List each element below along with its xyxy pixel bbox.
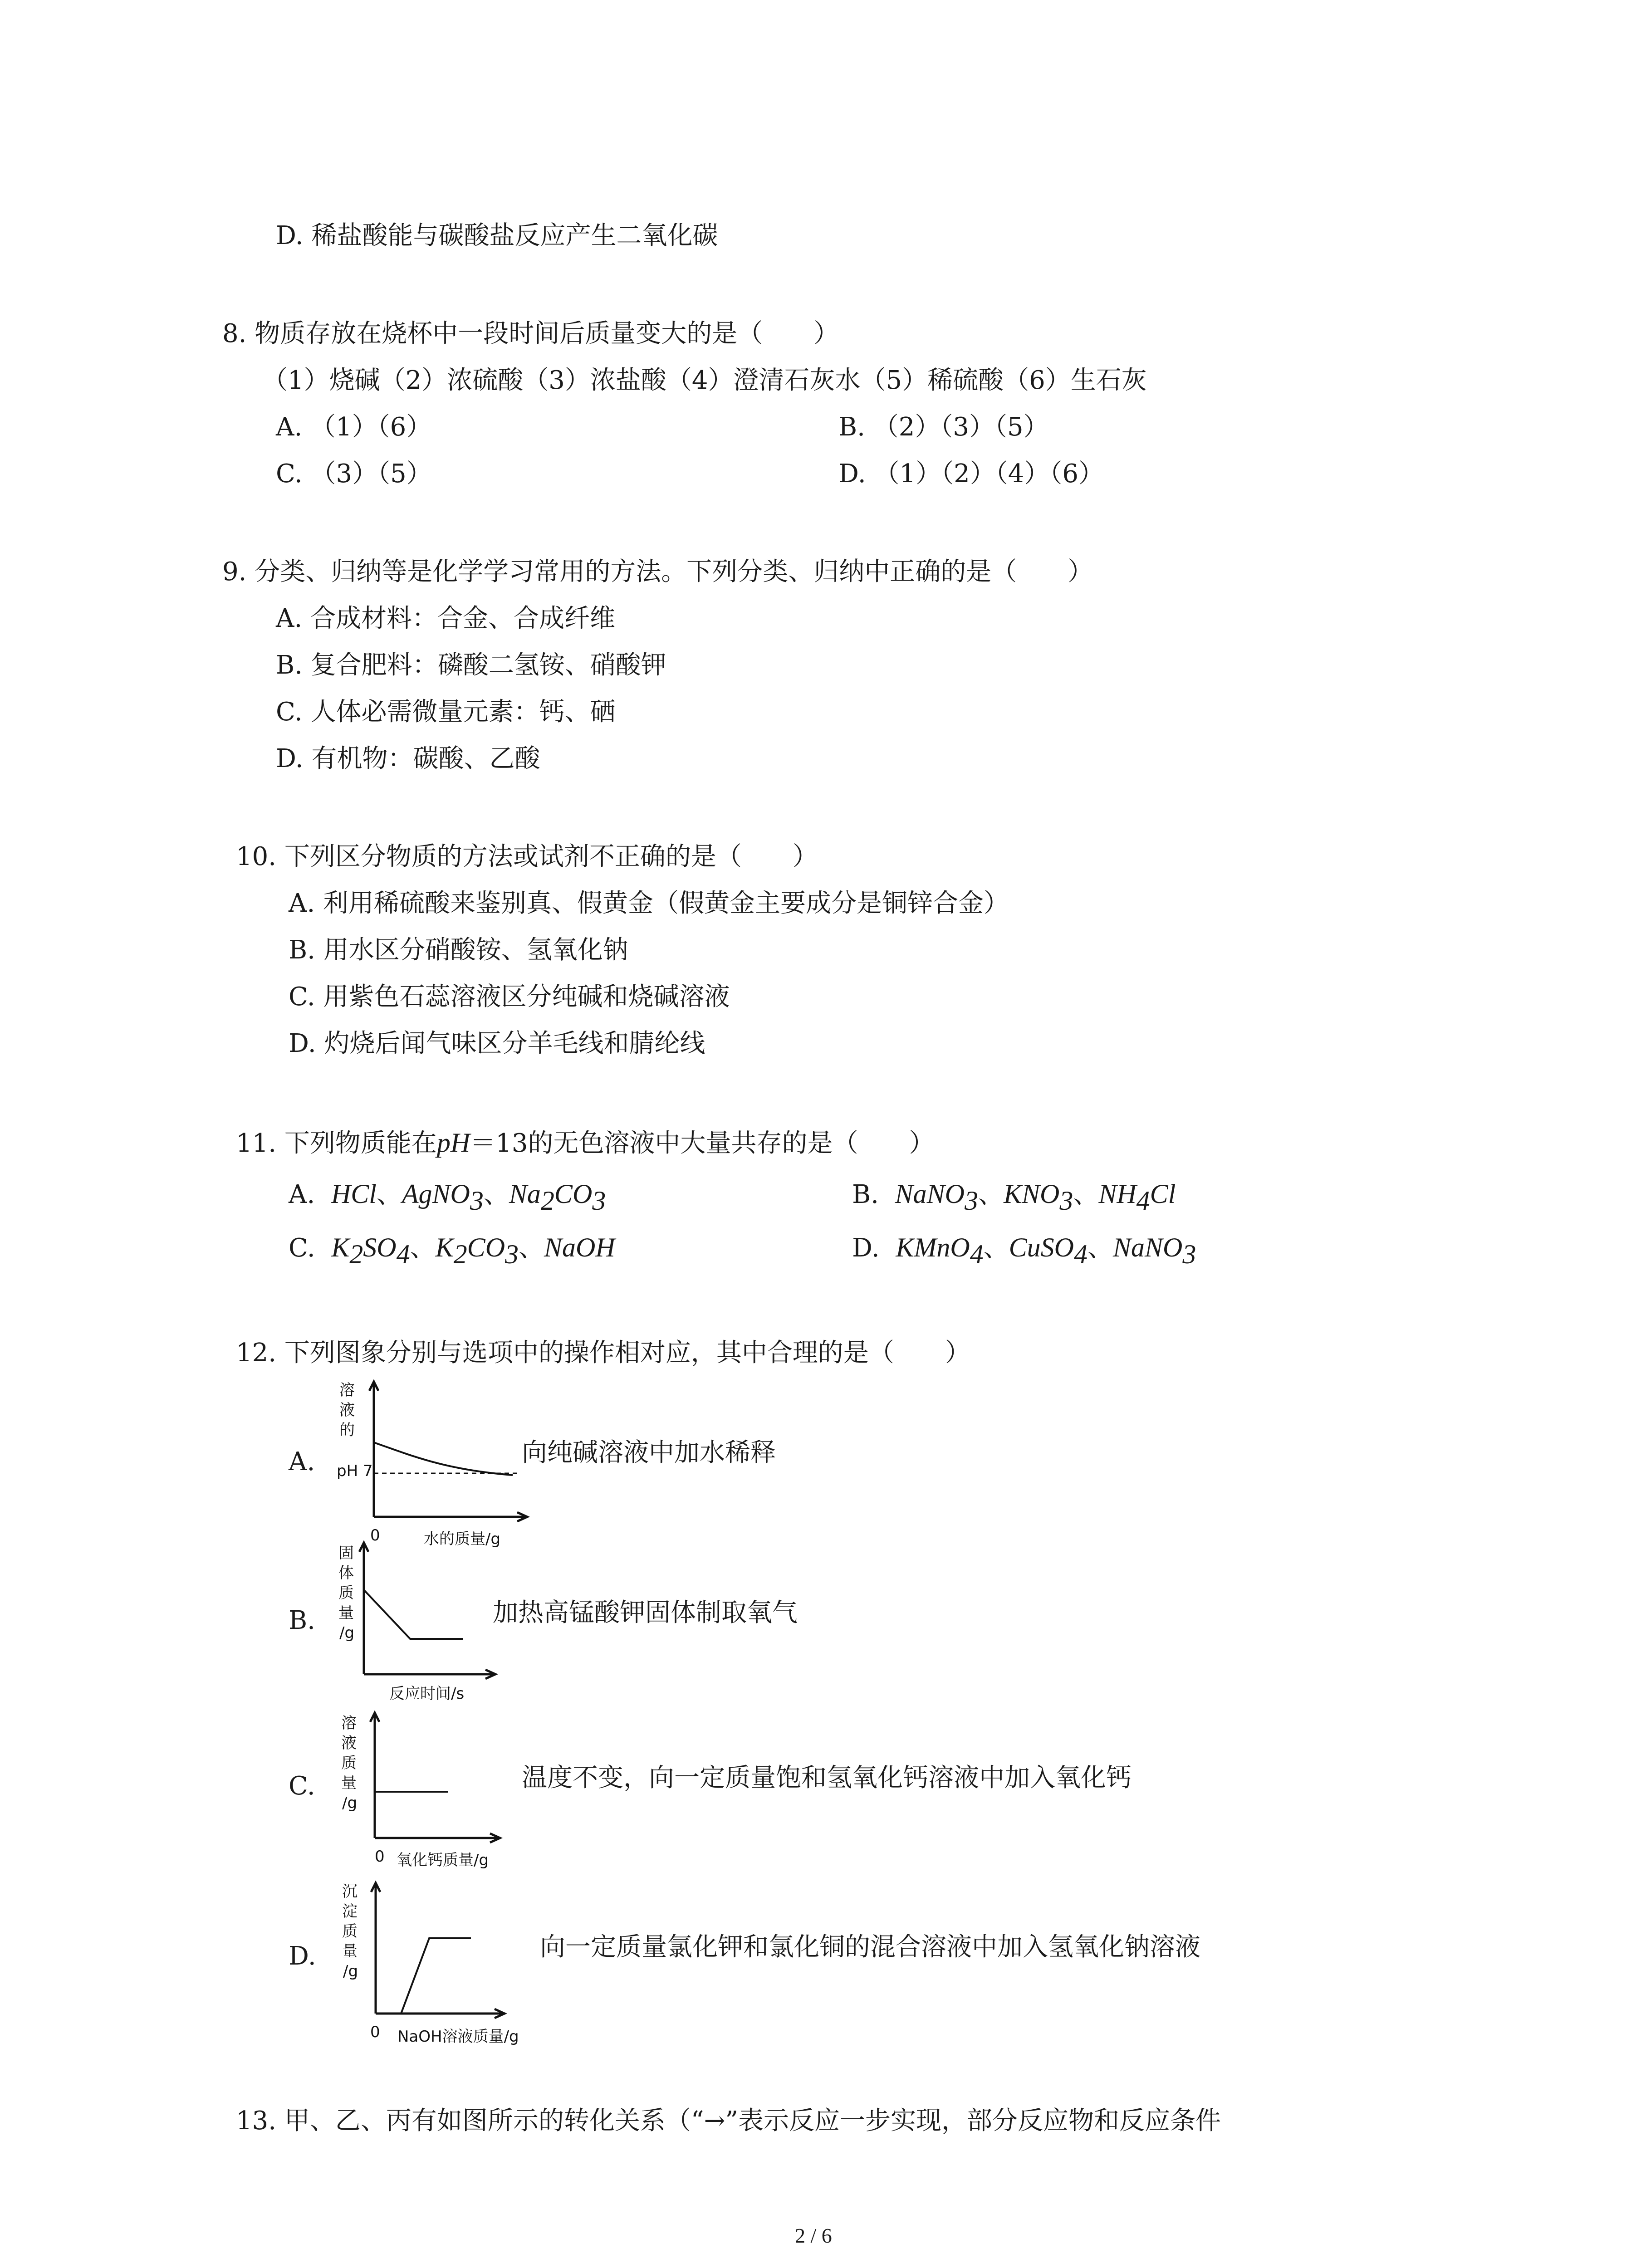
graph-d-xlabel: NaOH溶液质量/g: [397, 2028, 519, 2046]
graph-b-ylabel-1: 固: [338, 1544, 354, 1562]
q7-option-d: D. 稀盐酸能与碳酸盐反应产生二氧化碳: [276, 221, 718, 250]
graph-d-ylabel-1: 沉: [342, 1882, 358, 1901]
graph-c-origin: 0: [375, 1848, 385, 1866]
graph-a-ylabel-3: 的: [339, 1421, 355, 1439]
graph-c-xlabel: 氧化钙质量/g: [397, 1851, 489, 1869]
graph-d-ylabel-2: 淀: [342, 1902, 358, 1921]
graph-c-ylabel-2: 液: [341, 1734, 357, 1752]
q12-graph-b-desc: 加热高锰酸钾固体制取氧气: [493, 1598, 798, 1628]
graph-b-ylabel-5: /g: [339, 1624, 355, 1642]
graph-b-ylabel-4: 量: [338, 1604, 354, 1622]
q9-option-a: A. 合成材料：合金、合成纤维: [276, 604, 616, 633]
graph-d-ylabel-3: 质: [342, 1922, 358, 1941]
graph-c-ylabel-4: 量: [341, 1774, 357, 1792]
q8-items: （1）烧碱（2）浓硫酸（3）浓盐酸（4）澄清石灰水（5）稀硫酸（6）生石灰: [262, 366, 1147, 395]
q12-stem: 12. 下列图象分别与选项中的操作相对应，其中合理的是（ ）: [236, 1338, 970, 1368]
graph-a-ylabel-2: 液: [339, 1401, 355, 1419]
graph-c-ylabel-3: 质: [341, 1754, 357, 1772]
q8-option-a: A. （1）（6）: [276, 412, 432, 442]
q10-option-a: A. 利用稀硫酸来鉴别真、假黄金（假黄金主要成分是铜锌合金）: [289, 889, 1009, 918]
q12-graph-a-label: A.: [289, 1447, 315, 1476]
graph-a-origin: 0: [370, 1526, 380, 1545]
graph-b-ylabel-2: 体: [338, 1564, 354, 1582]
q12-graph-c-desc: 温度不变，向一定质量饱和氢氧化钙溶液中加入氧化钙: [522, 1763, 1132, 1793]
q11-option-a: A. HCl、AgNO$_3$、$Na_2CO_3$: [289, 1179, 606, 1216]
graph-d-ylabel-4: 量: [342, 1942, 358, 1960]
q11-option-b: B. NaNO$_3$、$KNO_3$、$NH_4Cl$: [852, 1179, 1176, 1216]
q8-option-d: D. （1）（2）（4）（6）: [838, 459, 1104, 489]
graph-a-xlabel: 水的质量/g: [424, 1530, 501, 1548]
graph-b-xlabel: 反应时间/s: [389, 1685, 465, 1703]
graph-d-ylabel-5: /g: [343, 1962, 358, 1980]
q12-graph-c-label: C.: [289, 1771, 315, 1801]
graph-a-ylabel-4: pH: [337, 1462, 358, 1480]
graph-a-ytick-7: 7: [363, 1462, 373, 1480]
q9-option-c: C. 人体必需微量元素：钙、硒: [276, 697, 616, 727]
q9-stem: 9. 分类、归纳等是化学学习常用的方法。下列分类、归纳中正确的是（ ）: [222, 557, 1093, 587]
q12-graph-d: [327, 1880, 581, 2057]
graph-a-ylabel-1: 溶: [339, 1381, 355, 1399]
q12-graph-b-label: B.: [289, 1606, 315, 1635]
q9-option-b: B. 复合肥料：磷酸二氢铵、硝酸钾: [276, 650, 666, 680]
graph-b-ylabel-3: 质: [338, 1584, 354, 1602]
q8-option-c: C. （3）（5）: [276, 459, 432, 489]
graph-c-ylabel-1: 溶: [341, 1714, 357, 1732]
q8-option-b: B. （2）（3）（5）: [838, 412, 1049, 442]
q12-graph-d-label: D.: [289, 1941, 316, 1971]
q11-option-d: D. KMnO$_4$、CuSO$_4$、NaNO$_3$: [852, 1232, 1196, 1269]
page-number: 2 / 6: [795, 2224, 832, 2247]
q11-stem: 11. 下列物质能在pH＝13的无色溶液中大量共存的是（ ）: [236, 1128, 935, 1158]
graph-d-origin: 0: [370, 2023, 380, 2041]
q10-option-d: D. 灼烧后闻气味区分羊毛线和腈纶线: [289, 1029, 705, 1058]
q11-option-c: C. $K_2SO_4$、$K_2CO_3$、NaOH: [289, 1232, 615, 1269]
q12-graph-c: [327, 1710, 554, 1873]
q12-graph-d-desc: 向一定质量氯化钾和氯化铜的混合溶液中加入氢氧化钠溶液: [540, 1932, 1200, 1962]
q10-option-c: C. 用紫色石蕊溶液区分纯碱和烧碱溶液: [289, 982, 730, 1012]
q12-graph-a-desc: 向纯碱溶液中加水稀释: [522, 1438, 776, 1467]
q12-graph-a: [327, 1379, 554, 1551]
q10-stem: 10. 下列区分物质的方法或试剂不正确的是（ ）: [236, 842, 818, 871]
q13-stem: 13. 甲、乙、丙有如图所示的转化关系（“→”表示反应一步实现，部分反应物和反应条件: [236, 2106, 1221, 2136]
q10-option-b: B. 用水区分硝酸铵、氢氧化钠: [289, 935, 628, 965]
q8-stem: 8. 物质存放在烧杯中一段时间后质量变大的是（ ）: [222, 319, 839, 348]
q9-option-d: D. 有机物：碳酸、乙酸: [276, 744, 540, 773]
graph-c-ylabel-5: /g: [342, 1794, 358, 1812]
